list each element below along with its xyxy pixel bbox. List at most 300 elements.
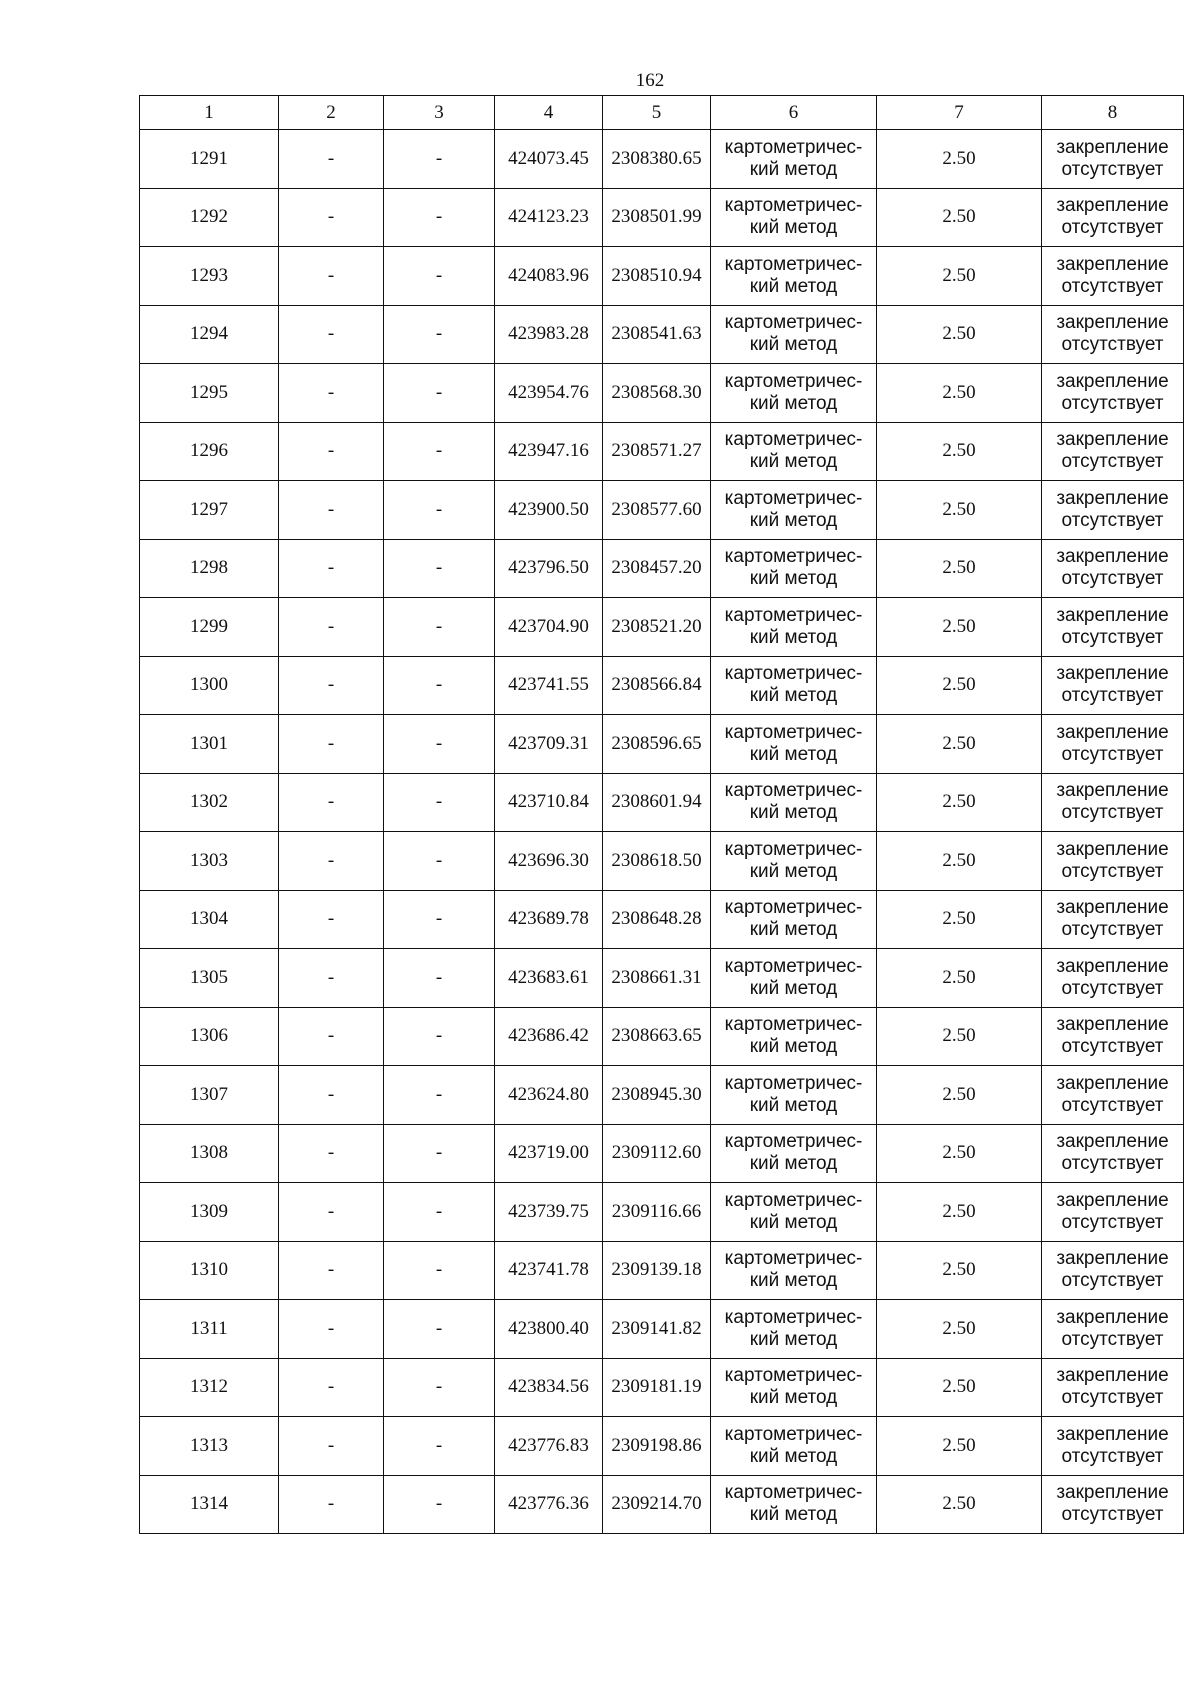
point-number-cell: 1299 bbox=[140, 598, 279, 657]
column-3-cell: - bbox=[384, 188, 495, 247]
method-line-1: картометричес- bbox=[724, 195, 863, 217]
method-line-2: кий метод bbox=[749, 158, 838, 180]
accuracy-cell: 2.50 bbox=[877, 481, 1042, 540]
table-row bbox=[140, 539, 1184, 598]
column-3-cell: - bbox=[384, 539, 495, 598]
x-coordinate-cell: 423776.36 bbox=[495, 1475, 603, 1534]
method-line-1: картометричес- bbox=[724, 1131, 863, 1153]
fixation-line-2: отсутствует bbox=[1061, 1445, 1164, 1467]
fixation-line-2: отсутствует bbox=[1061, 568, 1164, 590]
point-number-cell: 1312 bbox=[140, 1358, 279, 1417]
fixation-line-1: закрепление bbox=[1056, 721, 1169, 743]
fixation-line-1: закрепление bbox=[1056, 897, 1169, 919]
column-3-cell: - bbox=[384, 1241, 495, 1300]
fixation-line-2: отсутствует bbox=[1061, 275, 1164, 297]
accuracy-cell: 2.50 bbox=[877, 1358, 1042, 1417]
point-number-cell: 1307 bbox=[140, 1066, 279, 1125]
method-line-2: кий метод bbox=[749, 1328, 838, 1350]
y-coordinate-cell: 2308601.94 bbox=[603, 773, 711, 832]
method-line-2: кий метод bbox=[749, 626, 838, 648]
method-cell bbox=[711, 305, 877, 364]
table-row bbox=[140, 1124, 1184, 1183]
fixation-cell bbox=[1042, 1241, 1184, 1300]
table-row bbox=[140, 481, 1184, 540]
fixation-line-1: закрепление bbox=[1056, 253, 1169, 275]
accuracy-cell: 2.50 bbox=[877, 1475, 1042, 1534]
fixation-line-2: отсутствует bbox=[1061, 1153, 1164, 1175]
y-coordinate-cell: 2309141.82 bbox=[603, 1300, 711, 1359]
fixation-line-2: отсутствует bbox=[1061, 802, 1164, 824]
column-header: 7 bbox=[877, 96, 1042, 130]
fixation-line-1: закрепление bbox=[1056, 1072, 1169, 1094]
column-2-cell: - bbox=[279, 305, 384, 364]
x-coordinate-cell: 423741.55 bbox=[495, 656, 603, 715]
page-number-text: 162 bbox=[635, 70, 665, 91]
y-coordinate-cell: 2309181.19 bbox=[603, 1358, 711, 1417]
accuracy-cell: 2.50 bbox=[877, 890, 1042, 949]
point-number-cell: 1313 bbox=[140, 1417, 279, 1476]
method-line-1: картометричес- bbox=[724, 897, 863, 919]
point-number-cell: 1309 bbox=[140, 1183, 279, 1242]
fixation-cell bbox=[1042, 305, 1184, 364]
coordinates-table bbox=[139, 95, 1184, 1534]
fixation-line-1: закрепление bbox=[1056, 955, 1169, 977]
accuracy-cell: 2.50 bbox=[877, 247, 1042, 306]
table-row bbox=[140, 1358, 1184, 1417]
column-3-cell: - bbox=[384, 715, 495, 774]
x-coordinate-cell: 423983.28 bbox=[495, 305, 603, 364]
fixation-line-1: закрепление bbox=[1056, 1189, 1169, 1211]
method-line-2: кий метод bbox=[749, 1211, 838, 1233]
fixation-line-1: закрепление bbox=[1056, 1248, 1169, 1270]
table-header-row bbox=[140, 96, 1184, 130]
column-header: 4 bbox=[495, 96, 603, 130]
method-cell bbox=[711, 247, 877, 306]
method-line-1: картометричес- bbox=[724, 780, 863, 802]
point-number-cell: 1310 bbox=[140, 1241, 279, 1300]
accuracy-cell: 2.50 bbox=[877, 1241, 1042, 1300]
method-cell bbox=[711, 773, 877, 832]
table-row bbox=[140, 247, 1184, 306]
method-line-2: кий метод bbox=[749, 1504, 838, 1526]
point-number-cell: 1298 bbox=[140, 539, 279, 598]
method-cell bbox=[711, 1241, 877, 1300]
accuracy-cell: 2.50 bbox=[877, 539, 1042, 598]
method-line-2: кий метод bbox=[749, 334, 838, 356]
method-line-1: картометричес- bbox=[724, 955, 863, 977]
method-line-1: картометричес- bbox=[724, 604, 863, 626]
method-cell bbox=[711, 1066, 877, 1125]
method-line-1: картометричес- bbox=[724, 1014, 863, 1036]
method-cell bbox=[711, 1124, 877, 1183]
accuracy-cell: 2.50 bbox=[877, 656, 1042, 715]
fixation-line-2: отсутствует bbox=[1061, 1387, 1164, 1409]
fixation-cell bbox=[1042, 1183, 1184, 1242]
table-row bbox=[140, 1241, 1184, 1300]
fixation-line-2: отсутствует bbox=[1061, 1211, 1164, 1233]
column-2-cell: - bbox=[279, 1417, 384, 1476]
column-3-cell: - bbox=[384, 949, 495, 1008]
y-coordinate-cell: 2308541.63 bbox=[603, 305, 711, 364]
y-coordinate-cell: 2308457.20 bbox=[603, 539, 711, 598]
point-number-cell: 1304 bbox=[140, 890, 279, 949]
y-coordinate-cell: 2308380.65 bbox=[603, 130, 711, 189]
column-3-cell: - bbox=[384, 832, 495, 891]
page-number bbox=[0, 70, 1200, 92]
x-coordinate-cell: 424123.23 bbox=[495, 188, 603, 247]
point-number-cell: 1295 bbox=[140, 364, 279, 423]
method-line-1: картометричес- bbox=[724, 312, 863, 334]
fixation-cell bbox=[1042, 364, 1184, 423]
x-coordinate-cell: 423834.56 bbox=[495, 1358, 603, 1417]
method-line-1: картометричес- bbox=[724, 253, 863, 275]
table-row bbox=[140, 1183, 1184, 1242]
method-line-1: картометричес- bbox=[724, 1248, 863, 1270]
table-row bbox=[140, 773, 1184, 832]
fixation-line-1: закрепление bbox=[1056, 1306, 1169, 1328]
column-2-cell: - bbox=[279, 949, 384, 1008]
y-coordinate-cell: 2308596.65 bbox=[603, 715, 711, 774]
table-row bbox=[140, 890, 1184, 949]
y-coordinate-cell: 2308577.60 bbox=[603, 481, 711, 540]
method-line-1: картометричес- bbox=[724, 1189, 863, 1211]
column-3-cell: - bbox=[384, 364, 495, 423]
method-line-1: картометричес- bbox=[724, 1423, 863, 1445]
column-2-cell: - bbox=[279, 481, 384, 540]
fixation-line-1: закрепление bbox=[1056, 429, 1169, 451]
y-coordinate-cell: 2308618.50 bbox=[603, 832, 711, 891]
fixation-line-1: закрепление bbox=[1056, 195, 1169, 217]
fixation-line-2: отсутствует bbox=[1061, 217, 1164, 239]
table-row bbox=[140, 305, 1184, 364]
point-number-cell: 1297 bbox=[140, 481, 279, 540]
accuracy-cell: 2.50 bbox=[877, 773, 1042, 832]
fixation-line-1: закрепление bbox=[1056, 604, 1169, 626]
y-coordinate-cell: 2308648.28 bbox=[603, 890, 711, 949]
column-3-cell: - bbox=[384, 1183, 495, 1242]
method-line-2: кий метод bbox=[749, 743, 838, 765]
method-cell bbox=[711, 188, 877, 247]
method-cell bbox=[711, 832, 877, 891]
column-3-cell: - bbox=[384, 305, 495, 364]
point-number-cell: 1305 bbox=[140, 949, 279, 1008]
fixation-line-1: закрепление bbox=[1056, 663, 1169, 685]
accuracy-cell: 2.50 bbox=[877, 598, 1042, 657]
x-coordinate-cell: 424073.45 bbox=[495, 130, 603, 189]
column-3-cell: - bbox=[384, 422, 495, 481]
x-coordinate-cell: 423704.90 bbox=[495, 598, 603, 657]
x-coordinate-cell: 423719.00 bbox=[495, 1124, 603, 1183]
method-line-1: картометричес- bbox=[724, 721, 863, 743]
method-line-2: кий метод bbox=[749, 919, 838, 941]
x-coordinate-cell: 423796.50 bbox=[495, 539, 603, 598]
fixation-line-1: закрепление bbox=[1056, 370, 1169, 392]
y-coordinate-cell: 2308566.84 bbox=[603, 656, 711, 715]
x-coordinate-cell: 423624.80 bbox=[495, 1066, 603, 1125]
fixation-cell bbox=[1042, 1358, 1184, 1417]
x-coordinate-cell: 423947.16 bbox=[495, 422, 603, 481]
fixation-line-2: отсутствует bbox=[1061, 1094, 1164, 1116]
table-row bbox=[140, 715, 1184, 774]
method-line-2: кий метод bbox=[749, 451, 838, 473]
accuracy-cell: 2.50 bbox=[877, 188, 1042, 247]
x-coordinate-cell: 423686.42 bbox=[495, 1007, 603, 1066]
method-line-1: картометричес- bbox=[724, 136, 863, 158]
column-3-cell: - bbox=[384, 598, 495, 657]
column-2-cell: - bbox=[279, 247, 384, 306]
y-coordinate-cell: 2308510.94 bbox=[603, 247, 711, 306]
column-2-cell: - bbox=[279, 422, 384, 481]
x-coordinate-cell: 423954.76 bbox=[495, 364, 603, 423]
column-2-cell: - bbox=[279, 130, 384, 189]
method-line-1: картометричес- bbox=[724, 1072, 863, 1094]
fixation-line-2: отсутствует bbox=[1061, 1036, 1164, 1058]
column-2-cell: - bbox=[279, 1124, 384, 1183]
method-cell bbox=[711, 715, 877, 774]
table-row bbox=[140, 130, 1184, 189]
column-3-cell: - bbox=[384, 247, 495, 306]
y-coordinate-cell: 2308945.30 bbox=[603, 1066, 711, 1125]
method-cell bbox=[711, 130, 877, 189]
method-cell bbox=[711, 481, 877, 540]
x-coordinate-cell: 423683.61 bbox=[495, 949, 603, 1008]
fixation-line-1: закрепление bbox=[1056, 312, 1169, 334]
method-line-2: кий метод bbox=[749, 568, 838, 590]
method-line-2: кий метод bbox=[749, 275, 838, 297]
fixation-cell bbox=[1042, 247, 1184, 306]
fixation-line-2: отсутствует bbox=[1061, 509, 1164, 531]
fixation-line-1: закрепление bbox=[1056, 1365, 1169, 1387]
method-line-2: кий метод bbox=[749, 685, 838, 707]
column-3-cell: - bbox=[384, 1124, 495, 1183]
point-number-cell: 1311 bbox=[140, 1300, 279, 1359]
fixation-line-1: закрепление bbox=[1056, 487, 1169, 509]
table-row bbox=[140, 1475, 1184, 1534]
column-3-cell: - bbox=[384, 1475, 495, 1534]
column-2-cell: - bbox=[279, 1358, 384, 1417]
column-2-cell: - bbox=[279, 832, 384, 891]
method-line-2: кий метод bbox=[749, 1270, 838, 1292]
table-row bbox=[140, 1300, 1184, 1359]
x-coordinate-cell: 423689.78 bbox=[495, 890, 603, 949]
x-coordinate-cell: 423900.50 bbox=[495, 481, 603, 540]
point-number-cell: 1302 bbox=[140, 773, 279, 832]
table-row bbox=[140, 598, 1184, 657]
y-coordinate-cell: 2308568.30 bbox=[603, 364, 711, 423]
y-coordinate-cell: 2308663.65 bbox=[603, 1007, 711, 1066]
method-cell bbox=[711, 1007, 877, 1066]
column-2-cell: - bbox=[279, 1300, 384, 1359]
table-body bbox=[140, 130, 1184, 1534]
fixation-line-1: закрепление bbox=[1056, 1131, 1169, 1153]
column-header: 5 bbox=[603, 96, 711, 130]
fixation-cell bbox=[1042, 656, 1184, 715]
column-3-cell: - bbox=[384, 1358, 495, 1417]
column-2-cell: - bbox=[279, 773, 384, 832]
fixation-cell bbox=[1042, 890, 1184, 949]
method-line-2: кий метод bbox=[749, 1153, 838, 1175]
method-line-2: кий метод bbox=[749, 1445, 838, 1467]
fixation-cell bbox=[1042, 188, 1184, 247]
accuracy-cell: 2.50 bbox=[877, 832, 1042, 891]
column-header: 3 bbox=[384, 96, 495, 130]
column-2-cell: - bbox=[279, 188, 384, 247]
column-3-cell: - bbox=[384, 890, 495, 949]
fixation-cell bbox=[1042, 1007, 1184, 1066]
accuracy-cell: 2.50 bbox=[877, 1124, 1042, 1183]
method-line-2: кий метод bbox=[749, 1387, 838, 1409]
method-line-2: кий метод bbox=[749, 1036, 838, 1058]
fixation-cell bbox=[1042, 1475, 1184, 1534]
fixation-line-1: закрепление bbox=[1056, 136, 1169, 158]
fixation-cell bbox=[1042, 1124, 1184, 1183]
fixation-cell bbox=[1042, 715, 1184, 774]
fixation-cell bbox=[1042, 1300, 1184, 1359]
column-2-cell: - bbox=[279, 1475, 384, 1534]
accuracy-cell: 2.50 bbox=[877, 949, 1042, 1008]
fixation-cell bbox=[1042, 481, 1184, 540]
method-cell bbox=[711, 1417, 877, 1476]
point-number-cell: 1308 bbox=[140, 1124, 279, 1183]
column-3-cell: - bbox=[384, 1066, 495, 1125]
y-coordinate-cell: 2309116.66 bbox=[603, 1183, 711, 1242]
column-header: 6 bbox=[711, 96, 877, 130]
method-cell bbox=[711, 890, 877, 949]
column-2-cell: - bbox=[279, 539, 384, 598]
y-coordinate-cell: 2309214.70 bbox=[603, 1475, 711, 1534]
point-number-cell: 1292 bbox=[140, 188, 279, 247]
accuracy-cell: 2.50 bbox=[877, 715, 1042, 774]
fixation-line-2: отсутствует bbox=[1061, 685, 1164, 707]
method-line-2: кий метод bbox=[749, 1094, 838, 1116]
fixation-cell bbox=[1042, 1417, 1184, 1476]
fixation-line-2: отсутствует bbox=[1061, 334, 1164, 356]
table-row bbox=[140, 1007, 1184, 1066]
fixation-cell bbox=[1042, 949, 1184, 1008]
point-number-cell: 1300 bbox=[140, 656, 279, 715]
column-3-cell: - bbox=[384, 130, 495, 189]
fixation-line-1: закрепление bbox=[1056, 546, 1169, 568]
method-cell bbox=[711, 656, 877, 715]
method-line-2: кий метод bbox=[749, 217, 838, 239]
method-line-1: картометричес- bbox=[724, 663, 863, 685]
fixation-line-2: отсутствует bbox=[1061, 860, 1164, 882]
y-coordinate-cell: 2309139.18 bbox=[603, 1241, 711, 1300]
column-2-cell: - bbox=[279, 1007, 384, 1066]
point-number-cell: 1303 bbox=[140, 832, 279, 891]
x-coordinate-cell: 423710.84 bbox=[495, 773, 603, 832]
column-3-cell: - bbox=[384, 1007, 495, 1066]
method-cell bbox=[711, 1300, 877, 1359]
accuracy-cell: 2.50 bbox=[877, 1066, 1042, 1125]
accuracy-cell: 2.50 bbox=[877, 1300, 1042, 1359]
method-cell bbox=[711, 598, 877, 657]
method-line-1: картометричес- bbox=[724, 429, 863, 451]
column-2-cell: - bbox=[279, 1066, 384, 1125]
column-3-cell: - bbox=[384, 773, 495, 832]
method-line-2: кий метод bbox=[749, 977, 838, 999]
method-cell bbox=[711, 422, 877, 481]
fixation-line-2: отсутствует bbox=[1061, 158, 1164, 180]
column-2-cell: - bbox=[279, 715, 384, 774]
fixation-cell bbox=[1042, 539, 1184, 598]
fixation-line-2: отсутствует bbox=[1061, 451, 1164, 473]
y-coordinate-cell: 2308661.31 bbox=[603, 949, 711, 1008]
accuracy-cell: 2.50 bbox=[877, 1007, 1042, 1066]
table-row bbox=[140, 832, 1184, 891]
point-number-cell: 1294 bbox=[140, 305, 279, 364]
point-number-cell: 1301 bbox=[140, 715, 279, 774]
fixation-cell bbox=[1042, 130, 1184, 189]
fixation-line-2: отсутствует bbox=[1061, 626, 1164, 648]
column-2-cell: - bbox=[279, 364, 384, 423]
column-3-cell: - bbox=[384, 656, 495, 715]
column-2-cell: - bbox=[279, 598, 384, 657]
column-2-cell: - bbox=[279, 1241, 384, 1300]
point-number-cell: 1293 bbox=[140, 247, 279, 306]
method-line-2: кий метод bbox=[749, 802, 838, 824]
y-coordinate-cell: 2308501.99 bbox=[603, 188, 711, 247]
table-row bbox=[140, 364, 1184, 423]
table-row bbox=[140, 656, 1184, 715]
column-3-cell: - bbox=[384, 1417, 495, 1476]
y-coordinate-cell: 2309198.86 bbox=[603, 1417, 711, 1476]
x-coordinate-cell: 423776.83 bbox=[495, 1417, 603, 1476]
x-coordinate-cell: 423709.31 bbox=[495, 715, 603, 774]
method-line-2: кий метод bbox=[749, 392, 838, 414]
column-2-cell: - bbox=[279, 656, 384, 715]
table-row bbox=[140, 1417, 1184, 1476]
fixation-line-2: отсутствует bbox=[1061, 977, 1164, 999]
column-header: 8 bbox=[1042, 96, 1184, 130]
fixation-cell bbox=[1042, 422, 1184, 481]
point-number-cell: 1291 bbox=[140, 130, 279, 189]
method-line-1: картометричес- bbox=[724, 1306, 863, 1328]
fixation-line-2: отсутствует bbox=[1061, 1270, 1164, 1292]
method-cell bbox=[711, 1358, 877, 1417]
method-line-1: картометричес- bbox=[724, 838, 863, 860]
column-header: 2 bbox=[279, 96, 384, 130]
method-line-1: картометричес- bbox=[724, 370, 863, 392]
method-line-1: картометричес- bbox=[724, 487, 863, 509]
x-coordinate-cell: 423741.78 bbox=[495, 1241, 603, 1300]
y-coordinate-cell: 2308521.20 bbox=[603, 598, 711, 657]
x-coordinate-cell: 423696.30 bbox=[495, 832, 603, 891]
fixation-cell bbox=[1042, 598, 1184, 657]
point-number-cell: 1314 bbox=[140, 1475, 279, 1534]
x-coordinate-cell: 423800.40 bbox=[495, 1300, 603, 1359]
fixation-line-1: закрепление bbox=[1056, 780, 1169, 802]
table-row bbox=[140, 422, 1184, 481]
column-3-cell: - bbox=[384, 1300, 495, 1359]
method-cell bbox=[711, 364, 877, 423]
fixation-line-2: отсутствует bbox=[1061, 919, 1164, 941]
accuracy-cell: 2.50 bbox=[877, 130, 1042, 189]
method-cell bbox=[711, 1183, 877, 1242]
fixation-line-1: закрепление bbox=[1056, 838, 1169, 860]
method-line-2: кий метод bbox=[749, 509, 838, 531]
method-line-1: картометричес- bbox=[724, 1482, 863, 1504]
method-line-1: картометричес- bbox=[724, 1365, 863, 1387]
point-number-cell: 1306 bbox=[140, 1007, 279, 1066]
fixation-line-1: закрепление bbox=[1056, 1423, 1169, 1445]
fixation-line-2: отсутствует bbox=[1061, 1328, 1164, 1350]
column-2-cell: - bbox=[279, 1183, 384, 1242]
y-coordinate-cell: 2308571.27 bbox=[603, 422, 711, 481]
x-coordinate-cell: 423739.75 bbox=[495, 1183, 603, 1242]
accuracy-cell: 2.50 bbox=[877, 364, 1042, 423]
method-line-2: кий метод bbox=[749, 860, 838, 882]
